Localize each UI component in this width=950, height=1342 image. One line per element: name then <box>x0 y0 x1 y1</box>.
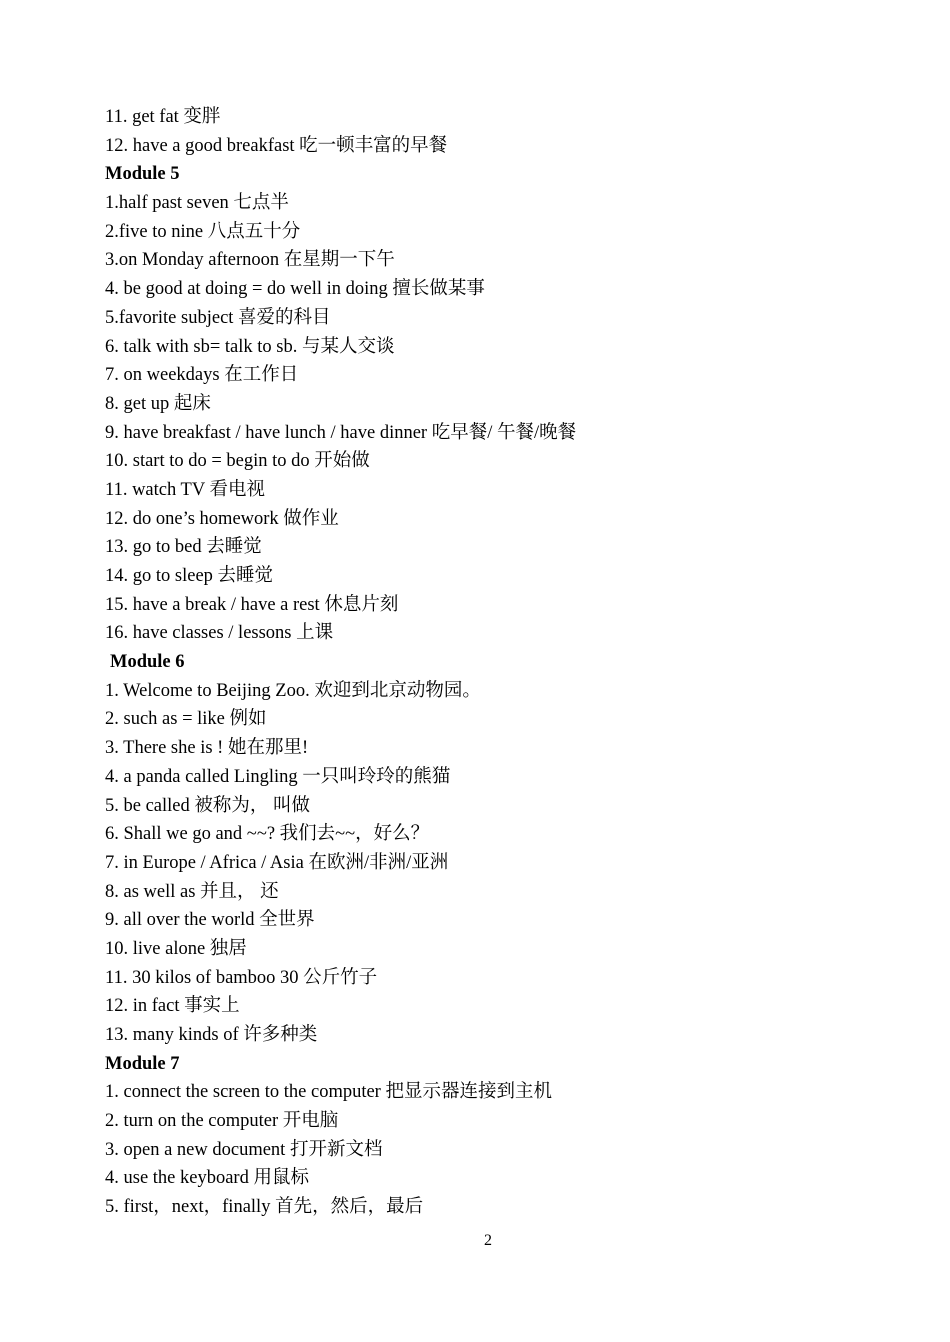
vocabulary-item: 12. have a good breakfast 吃一顿丰富的早餐 <box>105 135 448 156</box>
vocabulary-item: 3.on Monday afternoon 在星期一下午 <box>105 250 395 271</box>
vocabulary-item: 1.half past seven 七点半 <box>105 193 289 214</box>
vocabulary-item: 5.favorite subject 喜爱的科目 <box>105 307 331 328</box>
vocabulary-list <box>105 103 865 1222</box>
vocabulary-item: 13. go to bed 去睡觉 <box>105 537 262 558</box>
vocabulary-item: 5. first，next，finally 首先，然后，最后 <box>105 1197 424 1218</box>
vocabulary-item: 6. talk with sb= talk to sb. 与某人交谈 <box>105 336 395 357</box>
vocabulary-item: 9. have breakfast / have lunch / have dinner 吃早餐/ 午餐/晚餐 <box>105 422 577 443</box>
vocabulary-item: 9. all over the world 全世界 <box>105 910 315 931</box>
vocabulary-item: 11. get fat 变胖 <box>105 107 221 127</box>
vocabulary-item: 2.five to nine 八点五十分 <box>105 221 301 242</box>
vocabulary-item: 10. live alone 独居 <box>105 938 247 959</box>
vocabulary-item: 7. on weekdays 在工作日 <box>105 365 299 386</box>
vocabulary-item: 11. 30 kilos of bamboo 30 公斤竹子 <box>105 967 378 988</box>
vocabulary-item: 15. have a break / have a rest 休息片刻 <box>105 594 399 615</box>
vocabulary-item: 1. Welcome to Beijing Zoo. 欢迎到北京动物园。 <box>105 680 481 701</box>
vocabulary-item: 12. do one’s homework 做作业 <box>105 508 339 529</box>
page-number: 2 <box>484 1232 492 1249</box>
vocabulary-item: 3. There she is ! 她在那里! <box>105 738 309 759</box>
vocabulary-item: 2. turn on the computer 开电脑 <box>105 1111 339 1132</box>
vocabulary-item: 5. be called 被称为， 叫做 <box>105 795 311 816</box>
vocabulary-item: 13. many kinds of 许多种类 <box>105 1025 318 1045</box>
vocabulary-item: 6. Shall we go and ~~? 我们去~~，好么？ <box>105 824 430 845</box>
vocabulary-item: 2. such as = like 例如 <box>105 709 267 730</box>
vocabulary-item: 12. in fact 事实上 <box>105 996 240 1017</box>
module-heading: Module 6 <box>110 652 185 673</box>
vocabulary-item: 1. connect the screen to the computer 把显示器连接到主机 <box>105 1082 552 1103</box>
vocabulary-item: 4. a panda called Lingling 一只叫玲玲的熊猫 <box>105 766 451 787</box>
vocabulary-item: 3. open a new document 打开新文档 <box>105 1139 383 1160</box>
module-heading: Module 7 <box>105 1053 180 1074</box>
vocabulary-item: 7. in Europe / Africa / Asia 在欧洲/非洲/亚洲 <box>105 852 449 873</box>
vocabulary-item: 14. go to sleep 去睡觉 <box>105 566 274 586</box>
vocabulary-item: 8. as well as 并且， 还 <box>105 881 279 902</box>
vocabulary-item: 4. use the keyboard 用鼠标 <box>105 1168 309 1189</box>
vocabulary-item: 8. get up 起床 <box>105 393 211 414</box>
module-heading: Module 5 <box>105 164 180 185</box>
vocabulary-item: 10. start to do = begin to do 开始做 <box>105 451 370 472</box>
vocabulary-item: 16. have classes / lessons 上课 <box>105 623 334 644</box>
vocabulary-item: 4. be good at doing = do well in doing 擅长做某事 <box>105 279 485 300</box>
vocabulary-item: 11. watch TV 看电视 <box>105 479 265 500</box>
